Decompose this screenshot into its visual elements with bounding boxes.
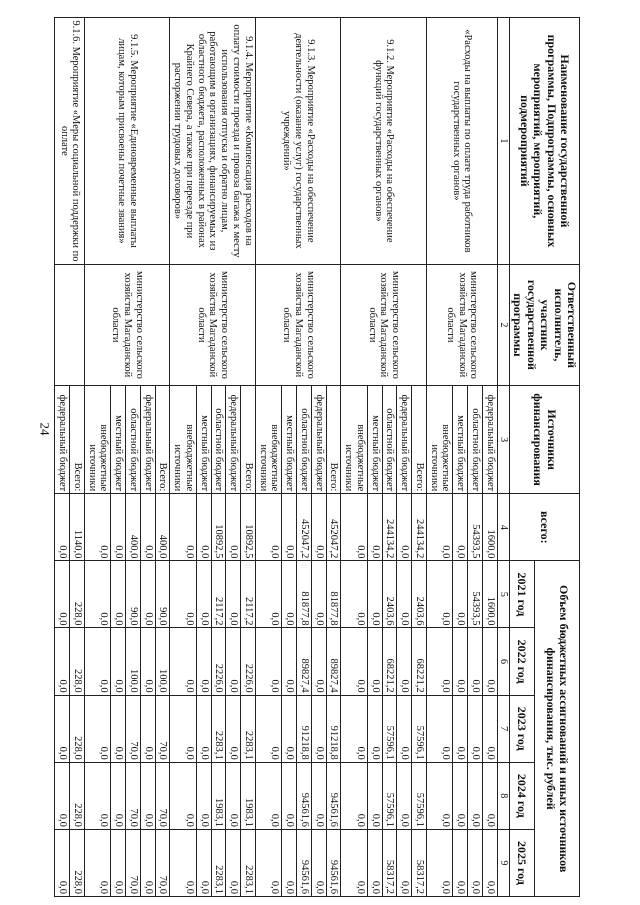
measure-name-cell: 9.1.6. Мероприятие «Меры социальной поддержки по оплате [55, 18, 85, 265]
executor-cell: министерство сельского хозяйства Магаданской области [255, 264, 341, 385]
year-value-cell: 0,0 [282, 695, 297, 762]
year-value-cell: 0,0 [397, 628, 412, 695]
total-value-cell: 1140,0 [70, 494, 85, 561]
year-value-cell: 2403,6 [382, 561, 397, 628]
column-number: 9 [497, 829, 509, 896]
year-value-cell: 228,0 [70, 695, 85, 762]
year-value-cell: 2403,6 [412, 561, 427, 628]
year-value-cell: 0,0 [111, 561, 126, 628]
executor-cell [55, 264, 85, 385]
header-total: всего: [509, 494, 579, 561]
source-cell: областной бюджет [468, 386, 483, 494]
year-value-cell: 0,0 [367, 762, 382, 829]
year-value-cell: 0,0 [111, 628, 126, 695]
year-value-cell: 0,0 [170, 695, 197, 762]
year-value-cell: 0,0 [341, 829, 368, 896]
source-cell: Всего: [326, 386, 341, 494]
year-value-cell: 0,0 [397, 695, 412, 762]
year-value-cell: 1983,1 [211, 762, 226, 829]
source-cell: федеральный бюджет [226, 386, 241, 494]
year-value-cell: 0,0 [468, 762, 483, 829]
year-value-cell: 0,0 [255, 628, 282, 695]
year-value-cell: 0,0 [140, 762, 155, 829]
year-value-cell: 0,0 [226, 829, 241, 896]
year-value-cell: 91218,8 [297, 695, 312, 762]
measure-name-cell: 9.1.5. Мероприятие «Единовременные выплаты лицам, которым присвоены почетные звания» [84, 18, 170, 265]
source-cell: Всего: [412, 386, 427, 494]
source-cell: местный бюджет [282, 386, 297, 494]
year-value-cell: 0,0 [255, 695, 282, 762]
executor-cell: министерство сельского хозяйства Магаданской области [426, 264, 497, 385]
year-value-cell: 0,0 [367, 695, 382, 762]
source-cell: областной бюджет [297, 386, 312, 494]
year-value-cell: 94561,6 [297, 829, 312, 896]
column-number: 2 [497, 264, 509, 385]
year-value-cell: 94561,6 [326, 829, 341, 896]
source-cell: Всего: [70, 386, 85, 494]
source-cell: местный бюджет [367, 386, 382, 494]
source-cell: областной бюджет [211, 386, 226, 494]
year-value-cell: 1600,0 [482, 561, 497, 628]
header-year: 2021 год [509, 561, 534, 628]
year-value-cell: 2226,0 [241, 628, 256, 695]
total-value-cell: 0,0 [226, 494, 241, 561]
total-value-cell: 0,0 [55, 494, 70, 561]
total-value-cell: 400,0 [155, 494, 170, 561]
year-value-cell: 0,0 [468, 829, 483, 896]
year-value-cell: 0,0 [170, 561, 197, 628]
measure-name-cell: 9.1.4. Мероприятие «Компенсация расходов на оплату стоимости проезда и провоза багажа к месту использования отпуска и обратно лицам, работающим в организациях, финансируемых из областного бюджета, расположенных в районах Крайнего Севера, а также при переезде при расторжении трудовых договоров» [170, 18, 256, 265]
year-value-cell: 0,0 [196, 762, 211, 829]
source-cell: Всего: [241, 386, 256, 494]
source-cell: внебюджетные источники [84, 386, 111, 494]
source-cell: внебюджетные источники [341, 386, 368, 494]
year-value-cell: 57596,1 [412, 695, 427, 762]
year-value-cell: 0,0 [453, 695, 468, 762]
source-cell: внебюджетные источники [255, 386, 282, 494]
year-value-cell: 57596,1 [412, 762, 427, 829]
year-value-cell: 68221,2 [382, 628, 397, 695]
year-value-cell: 0,0 [453, 628, 468, 695]
column-number: 6 [497, 628, 509, 695]
year-value-cell: 57596,1 [382, 695, 397, 762]
year-value-cell: 0,0 [84, 561, 111, 628]
table-row [241, 18, 256, 897]
year-value-cell: 0,0 [367, 561, 382, 628]
source-cell: областной бюджет [126, 386, 141, 494]
year-value-cell: 0,0 [55, 762, 70, 829]
year-value-cell: 100,0 [155, 628, 170, 695]
header-source: Источники финансирования [509, 386, 579, 494]
year-value-cell: 89827,4 [297, 628, 312, 695]
year-value-cell: 0,0 [140, 628, 155, 695]
year-value-cell: 0,0 [482, 829, 497, 896]
year-value-cell: 2283,1 [211, 695, 226, 762]
year-value-cell: 0,0 [311, 561, 326, 628]
total-value-cell: 0,0 [255, 494, 282, 561]
total-value-cell: 10892,5 [211, 494, 226, 561]
total-value-cell: 1600,0 [482, 494, 497, 561]
total-value-cell: 0,0 [426, 494, 453, 561]
table-body [55, 18, 497, 897]
total-value-cell: 0,0 [397, 494, 412, 561]
total-value-cell: 0,0 [196, 494, 211, 561]
year-value-cell: 90,0 [155, 561, 170, 628]
source-cell: федеральный бюджет [55, 386, 70, 494]
year-value-cell: 0,0 [226, 561, 241, 628]
source-cell: областной бюджет [382, 386, 397, 494]
year-value-cell: 0,0 [55, 829, 70, 896]
year-value-cell: 0,0 [282, 762, 297, 829]
executor-cell: министерство сельского хозяйства Магаданской области [341, 264, 427, 385]
year-value-cell: 0,0 [426, 561, 453, 628]
year-value-cell: 0,0 [468, 628, 483, 695]
year-value-cell: 2283,1 [241, 695, 256, 762]
year-value-cell: 0,0 [453, 762, 468, 829]
year-value-cell: 0,0 [367, 829, 382, 896]
year-value-cell: 0,0 [482, 628, 497, 695]
column-number: 1 [497, 18, 509, 265]
year-value-cell: 0,0 [255, 762, 282, 829]
year-value-cell: 0,0 [84, 628, 111, 695]
measure-name-cell: 9.1.2. Мероприятие «Расходы на обеспечение функций государственных органов» [341, 18, 427, 265]
total-value-cell: 54393,5 [468, 494, 483, 561]
year-value-cell: 228,0 [70, 829, 85, 896]
year-value-cell: 0,0 [111, 695, 126, 762]
total-value-cell: 0,0 [84, 494, 111, 561]
year-value-cell: 0,0 [426, 762, 453, 829]
source-cell: Всего: [155, 386, 170, 494]
year-value-cell: 0,0 [311, 762, 326, 829]
year-value-cell: 0,0 [55, 628, 70, 695]
header-year: 2025 год [509, 829, 534, 896]
executor-cell: министерство сельского хозяйства Магаданской области [170, 264, 256, 385]
table-row [412, 18, 427, 897]
total-value-cell: 452047,2 [326, 494, 341, 561]
rotated-table-page [15, 17, 580, 897]
table-row [326, 18, 341, 897]
source-cell: федеральный бюджет [140, 386, 155, 494]
year-value-cell: 70,0 [155, 695, 170, 762]
year-value-cell: 81877,8 [326, 561, 341, 628]
table-row [482, 18, 497, 897]
column-number: 4 [497, 494, 509, 561]
year-value-cell: 0,0 [170, 829, 197, 896]
year-value-cell: 2283,1 [241, 829, 256, 896]
year-value-cell: 2117,2 [241, 561, 256, 628]
year-value-cell: 0,0 [226, 628, 241, 695]
year-value-cell: 0,0 [196, 829, 211, 896]
source-cell: внебюджетные источники [170, 386, 197, 494]
year-value-cell: 0,0 [311, 829, 326, 896]
year-value-cell: 89827,4 [326, 628, 341, 695]
table-row [155, 18, 170, 897]
year-value-cell: 0,0 [311, 628, 326, 695]
year-value-cell: 100,0 [126, 628, 141, 695]
year-value-cell: 0,0 [111, 829, 126, 896]
year-value-cell: 0,0 [341, 628, 368, 695]
year-value-cell: 2226,0 [211, 628, 226, 695]
year-value-cell: 2283,1 [211, 829, 226, 896]
year-value-cell: 68221,2 [412, 628, 427, 695]
year-value-cell: 0,0 [482, 762, 497, 829]
total-value-cell: 0,0 [111, 494, 126, 561]
total-value-cell: 244134,2 [382, 494, 397, 561]
year-value-cell: 2117,2 [211, 561, 226, 628]
year-value-cell: 0,0 [196, 695, 211, 762]
year-value-cell: 1983,1 [241, 762, 256, 829]
page-number: 24 [37, 422, 53, 436]
year-value-cell: 0,0 [226, 695, 241, 762]
total-value-cell: 0,0 [311, 494, 326, 561]
year-value-cell: 70,0 [155, 762, 170, 829]
year-value-cell: 0,0 [367, 628, 382, 695]
year-value-cell: 0,0 [426, 829, 453, 896]
year-value-cell: 0,0 [397, 561, 412, 628]
source-cell: федеральный бюджет [482, 386, 497, 494]
header-year: 2022 год [509, 628, 534, 695]
year-value-cell: 58317,2 [382, 829, 397, 896]
measure-name-cell: 9.1.3. Мероприятие «Расходы на обеспечение деятельности (оказание услуг) государственных учреждений» [255, 18, 341, 265]
year-value-cell: 0,0 [482, 695, 497, 762]
executor-cell: министерство сельского хозяйства Магаданской области [84, 264, 170, 385]
source-cell: местный бюджет [196, 386, 211, 494]
column-number: 7 [497, 695, 509, 762]
year-value-cell: 94561,6 [326, 762, 341, 829]
year-value-cell: 90,0 [126, 561, 141, 628]
year-value-cell: 70,0 [126, 829, 141, 896]
header-name: Наименование государственной программы, Подпрограммы, основных мероприятий, мероприятий, подмероприятий [509, 18, 579, 265]
year-value-cell: 54393,5 [468, 561, 483, 628]
year-value-cell: 0,0 [453, 829, 468, 896]
header-group: Объем бюджетных ассигнований и иных источников финансирования, тыс. рублей [534, 561, 579, 897]
year-value-cell: 57596,1 [382, 762, 397, 829]
year-value-cell: 0,0 [55, 695, 70, 762]
total-value-cell: 0,0 [367, 494, 382, 561]
year-value-cell: 0,0 [468, 695, 483, 762]
year-value-cell: 81877,8 [297, 561, 312, 628]
header-year: 2024 год [509, 762, 534, 829]
year-value-cell: 0,0 [255, 561, 282, 628]
year-value-cell: 0,0 [140, 829, 155, 896]
source-cell: внебюджетные источники [426, 386, 453, 494]
year-value-cell: 0,0 [426, 628, 453, 695]
year-value-cell: 0,0 [255, 829, 282, 896]
header-executor: Ответственный исполнитель, участник государственной программы [509, 264, 579, 385]
total-value-cell: 0,0 [170, 494, 197, 561]
year-value-cell: 0,0 [84, 829, 111, 896]
source-cell: местный бюджет [453, 386, 468, 494]
year-value-cell: 0,0 [170, 762, 197, 829]
year-value-cell: 0,0 [55, 561, 70, 628]
year-value-cell: 91218,8 [326, 695, 341, 762]
year-value-cell: 70,0 [155, 829, 170, 896]
year-value-cell: 0,0 [196, 628, 211, 695]
year-value-cell: 0,0 [140, 561, 155, 628]
source-cell: местный бюджет [111, 386, 126, 494]
total-value-cell: 0,0 [341, 494, 368, 561]
year-value-cell: 0,0 [196, 561, 211, 628]
table-row [70, 18, 85, 897]
year-value-cell: 0,0 [282, 628, 297, 695]
year-value-cell: 70,0 [126, 695, 141, 762]
total-value-cell: 400,0 [126, 494, 141, 561]
column-number-row [497, 18, 509, 897]
column-number: 5 [497, 561, 509, 628]
year-value-cell: 0,0 [311, 695, 326, 762]
year-value-cell: 0,0 [397, 829, 412, 896]
year-value-cell: 0,0 [84, 762, 111, 829]
year-value-cell: 0,0 [282, 829, 297, 896]
year-value-cell: 0,0 [84, 695, 111, 762]
column-number: 3 [497, 386, 509, 494]
year-value-cell: 0,0 [341, 695, 368, 762]
total-value-cell: 452047,2 [297, 494, 312, 561]
year-value-cell: 58317,2 [412, 829, 427, 896]
year-value-cell: 0,0 [140, 695, 155, 762]
total-value-cell: 10892,5 [241, 494, 256, 561]
year-value-cell: 0,0 [282, 561, 297, 628]
year-value-cell: 70,0 [126, 762, 141, 829]
year-value-cell: 228,0 [70, 561, 85, 628]
year-value-cell: 0,0 [341, 561, 368, 628]
year-value-cell: 0,0 [341, 762, 368, 829]
column-number: 8 [497, 762, 509, 829]
year-value-cell: 0,0 [397, 762, 412, 829]
year-value-cell: 0,0 [426, 695, 453, 762]
year-value-cell: 228,0 [70, 628, 85, 695]
total-value-cell: 244134,2 [412, 494, 427, 561]
total-value-cell: 0,0 [282, 494, 297, 561]
header-year: 2023 год [509, 695, 534, 762]
year-value-cell: 0,0 [170, 628, 197, 695]
year-value-cell: 0,0 [111, 762, 126, 829]
source-cell: федеральный бюджет [311, 386, 326, 494]
year-value-cell: 228,0 [70, 762, 85, 829]
measure-name-cell: «Расходы на выплаты по оплате труда работников государственных органов» [426, 18, 497, 265]
year-value-cell: 0,0 [453, 561, 468, 628]
budget-table [54, 17, 580, 897]
source-cell: федеральный бюджет [397, 386, 412, 494]
year-value-cell: 0,0 [226, 762, 241, 829]
year-value-cell: 94561,6 [297, 762, 312, 829]
total-value-cell: 0,0 [453, 494, 468, 561]
total-value-cell: 0,0 [140, 494, 155, 561]
